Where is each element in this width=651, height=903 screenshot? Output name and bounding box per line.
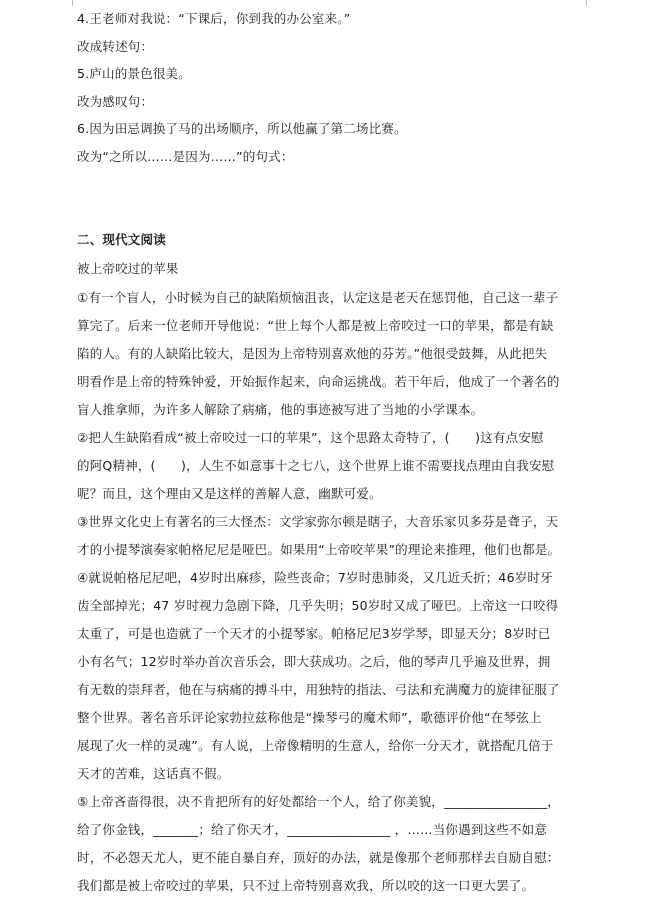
- article-title: 被上帝咬过的苹果: [77, 261, 179, 276]
- passage-line: ①有一个盲人，小时候为自己的缺陷烦恼沮丧，认定这是老天在惩罚他，自己这一辈子: [77, 290, 559, 305]
- passage-line: 盲人推拿师，为许多人解除了病痛，他的事迹被写进了当地的小学课本。: [77, 402, 484, 417]
- passage-line: 给了你金钱，_______；给了你天才，________________ ，……当你遇到这些不如意: [77, 822, 548, 837]
- exercise-5-prompt: 5.庐山的景色很美。: [77, 66, 191, 81]
- exercise-4-instruction: 改成转述句：: [77, 39, 154, 54]
- passage-line: 明看作是上帝的特殊钟爱，开始振作起来，向命运挑战。若干年后，他成了一个著名的: [77, 374, 560, 389]
- exercise-6-prompt: 6.因为田忌调换了马的出场顺序，所以他赢了第二场比赛。: [77, 121, 407, 136]
- exercise-5-instruction: 改为感叹句：: [77, 94, 154, 109]
- passage-line: 呢？而且，这个理由又是这样的善解人意，幽默可爱。: [77, 486, 382, 501]
- passage-line: 展现了火一样的灵魂”。有人说，上帝像精明的生意人，给你一分天才，就搭配几倍于: [77, 738, 554, 753]
- exercise-4-prompt: 4.王老师对我说：“下课后，你到我的办公室来。”: [77, 11, 351, 26]
- passage-line: 的阿Q精神，( )，人生不如意事十之七八，这个世界上谁不需要找点理由自我安慰: [77, 458, 555, 473]
- passage-line: 算完了。后来一位老师开导他说：“世上每个人都是被上帝咬过一口的苹果，都是有缺: [77, 318, 554, 333]
- passage-line: 有无数的崇拜者，他在与病痛的搏斗中，用独特的指法、弓法和充满魔力的旋律征服了: [77, 682, 560, 697]
- passage-line: 才的小提琴演奏家帕格尼尼是哑巴。如果用“上帝咬苹果”的理论来推理，他们也都是。: [77, 542, 561, 557]
- section-heading: 二、现代文阅读: [77, 232, 166, 247]
- passage-line: 太重了，可是也造就了一个天才的小提琴家。帕格尼尼3岁学琴，即显天分；8岁时已: [77, 626, 551, 641]
- passage-line: ⑤上帝吝啬得很，决不肯把所有的好处都给一个人，给了你美貌，________________，: [77, 794, 560, 809]
- passage-line: 小有名气；12岁时举办首次音乐会，即大获成功。之后，他的琴声几乎遍及世界，拥: [77, 654, 551, 669]
- exercise-6-instruction: 改为“之所以……是因为……”的句式：: [77, 149, 294, 164]
- page-corner-mark-left: [62, 0, 73, 6]
- passage-line: 陷的人。有的人缺陷比较大，是因为上帝特别喜欢他的芬芳。”他很受鼓舞，从此把失: [77, 346, 548, 361]
- passage-line: 齿全部掉光；47 岁时视力急剧下降，几乎失明；50岁时又成了哑巴。上帝这一口咬得: [77, 598, 559, 613]
- passage-line: 时，不必怨天尤人，更不能自暴自弃，顶好的办法，就是像那个老师那样去自励自慰：: [77, 850, 560, 865]
- passage-line: 我们都是被上帝咬过的苹果，只不过上帝特别喜欢我，所以咬的这一口更大罢了。: [77, 878, 535, 893]
- page-corner-mark-right: [586, 0, 597, 6]
- passage-line: ②把人生缺陷看成“被上帝咬过一口的苹果”，这个思路太奇特了，( )这有点安慰: [77, 430, 544, 445]
- passage-line: 整个世界。著名音乐评论家勃拉兹称他是“操琴弓的魔术师”，歌德评价他“在琴弦上: [77, 710, 542, 725]
- passage-line: ④就说帕格尼尼吧，4岁时出麻疹，险些丧命；7岁时患肺炎，又几近夭折；46岁时牙: [77, 570, 553, 585]
- passage-line: ③世界文化史上有著名的三大怪杰：文学家弥尔顿是瞎子，大音乐家贝多芬是聋子，天: [77, 514, 559, 529]
- passage-line: 天才的苦难，这话真不假。: [77, 766, 230, 781]
